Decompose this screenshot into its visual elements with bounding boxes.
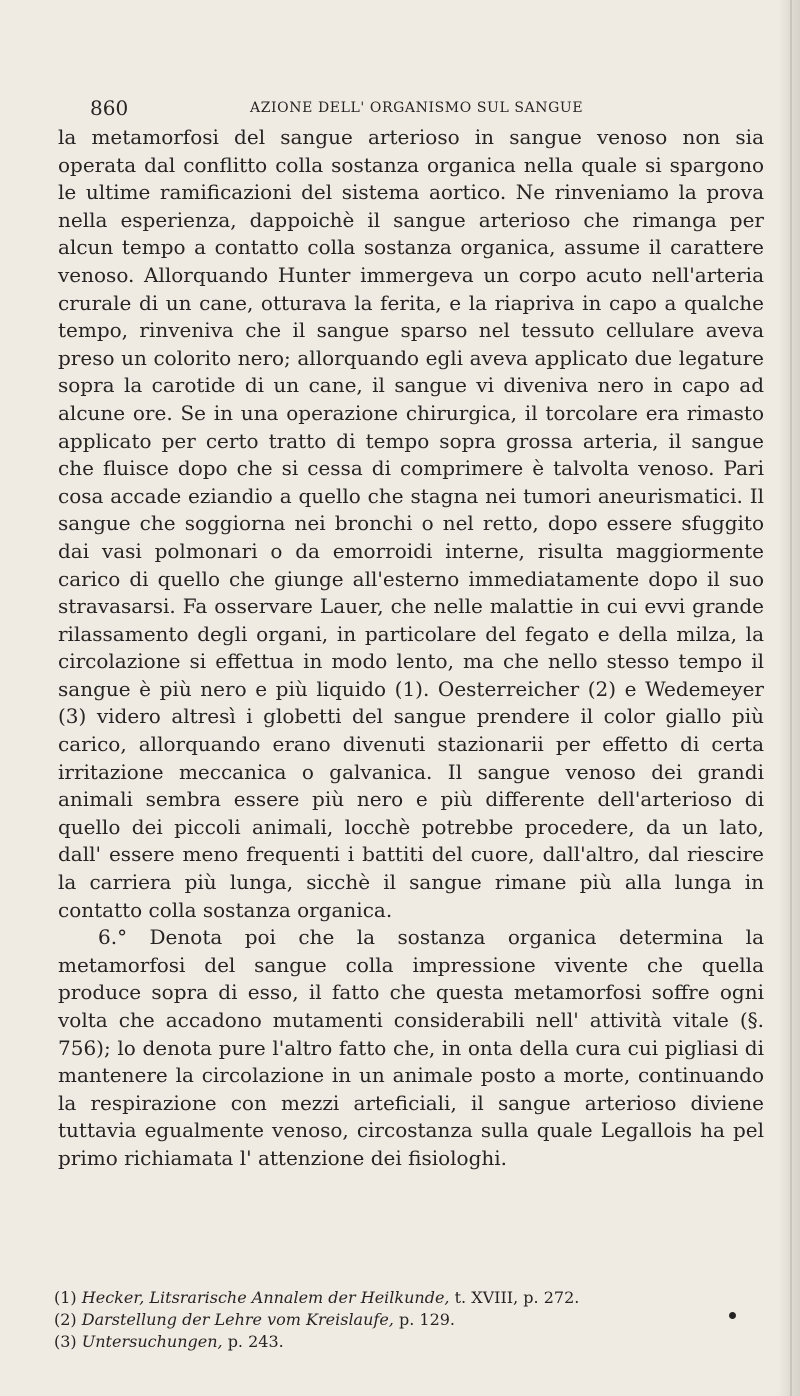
- paragraph-2: 6.° Denota poi che la sostanza organica determina la metamorfosi del sangue colla impressione vivente che quella produce sopra di esso, il fatto che questa metamorfosi soffre ogni volta che accadono mutamenti considerabili nell' attività vitale (§. 756); lo denota pure l'altro fatto che, in onta della cura cui pigliasi di mantenere la circolazione in un animale posto a morte, continuando la respirazione con mezzi arteficiali, il sangue arterioso diviene tuttavia egualmente venoso, circostanza sulla quale Legallois ha pel primo richiamata l' attenzione dei fisiologhi.: [58, 925, 764, 1170]
- footnote-3: [54, 1331, 754, 1353]
- footnote-1: [54, 1287, 754, 1309]
- page-edge-line: [790, 0, 792, 1396]
- footnote-ref: p. 129.: [398, 1310, 456, 1329]
- footnote-2: [54, 1309, 754, 1331]
- ink-dot: [729, 1312, 736, 1319]
- footnote-work: Litsrarische Annalem der Heilkunde,: [149, 1288, 450, 1307]
- footnote-ref: t. XVIII, p. 272.: [454, 1288, 580, 1307]
- running-title: AZIONE DELL' ORGANISMO SUL SANGUE: [250, 100, 584, 116]
- body-text: [58, 124, 764, 1173]
- footnote-mark: (2): [54, 1310, 77, 1329]
- footnote-work: Darstellung der Lehre vom Kreislaufe,: [81, 1310, 394, 1329]
- footnote-mark: (1): [54, 1288, 77, 1307]
- page-header: [90, 96, 760, 124]
- paragraph-1: la metamorfosi del sangue arterioso in sangue venoso non sia operata dal conflitto colla sostanza organica nella quale si spargono le ultime ramificazioni del sistema aortico. Ne rinveniamo la prova nella esperienza, dappoichè il sangue arterioso che rimanga per alcun tempo a contatto colla sostanza organica, assume il carattere venoso. Allorquando Hunter immergeva un corpo acuto nell'arteria crurale di un cane, otturava la ferita, e la riapriva in capo a qualche tempo, rinveniva che il sangue sparso nel tessuto cellulare aveva preso un colorito nero; allorquando egli aveva applicato due legature sopra la carotide di un cane, il sangue vi diveniva nero in capo ad alcune ore. Se in una operazione chirurgica, il torcolare era rimasto applicato per certo tratto di tempo sopra grossa arteria, il sangue che fluisce dopo che si cessa di comprimere è talvolta venoso. Pari cosa accade eziandio a quello che stagna nei tumori aneurismatici. Il sangue che soggiorna nei bronchi o nel retto, dopo essere sfuggito dai vasi polmonari o da emorroidi interne, risulta maggiormente carico di quello che giunge all'esterno immediatamente dopo il suo stravasarsi. Fa osservare Lauer, che nelle malattie in cui evvi grande rilassamento degli organi, in particolare del fegato e della milza, la circolazione si effettua in modo lento, ma che nello stesso tempo il sangue è più nero e più liquido (1). Oesterreicher (2) e Wedemeyer (3) videro altresì i globetti del sangue prendere il color giallo più carico, allorquando erano divenuti stazionarii per effetto di certa irritazione meccanica o galvanica. Il sangue venoso dei grandi animali sembra essere più nero e più differente dell'arterioso di quello dei piccoli animali, locchè potrebbe procedere, da un lato, dall' essere meno frequenti i battiti del cuore, dall'altro, dal riescire la carriera più lunga, sicchè il sangue rimane più alla lunga in contatto colla sostanza organica.: [58, 125, 764, 922]
- footnote-work: Untersuchungen,: [81, 1332, 223, 1351]
- footnotes: [54, 1287, 754, 1353]
- footnote-author: Hecker,: [81, 1288, 145, 1307]
- footnote-mark: (3): [54, 1332, 77, 1351]
- page-edge: [778, 0, 800, 1396]
- page-number: 860: [90, 96, 129, 120]
- footnote-ref: p. 243.: [227, 1332, 284, 1351]
